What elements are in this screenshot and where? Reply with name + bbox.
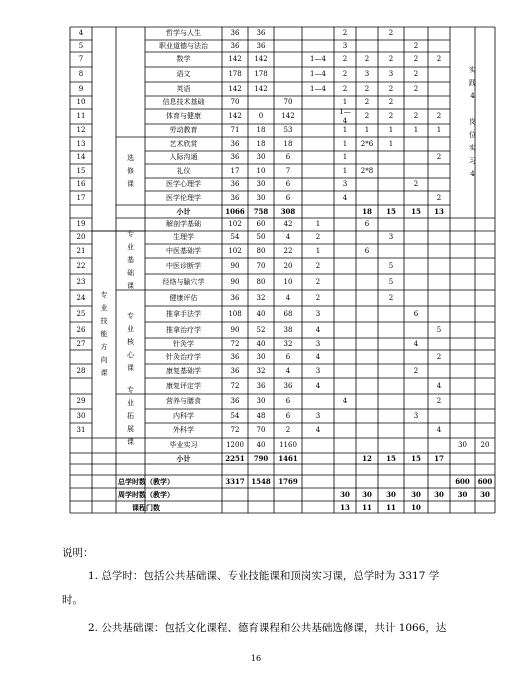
- table-cell-no: 11: [76, 112, 86, 120]
- table-cell-s2: 1— 4: [339, 107, 351, 125]
- table-cell-c1: 17: [230, 166, 240, 175]
- table-cell-no: 9: [78, 84, 84, 93]
- summary-c1: 3317: [225, 477, 245, 486]
- note-item-1-line-1: 1. 总学时：包括公共基础课、专业技能课和顶岗实习课，总学时为 3317 学: [88, 570, 440, 582]
- table-cell-s3: 2: [364, 112, 370, 120]
- table-cell-c1: 70: [230, 98, 240, 106]
- table-cell-no: 21: [76, 246, 86, 255]
- table-cell-name: 人际沟通: [169, 153, 198, 161]
- table-cell-s4: 3: [388, 233, 394, 241]
- table-cell-no: 12: [76, 126, 86, 134]
- table-cell-s6: 2: [436, 352, 442, 361]
- table-cell-c2: 30: [256, 193, 266, 202]
- table-cell-c3: 20: [283, 261, 293, 270]
- table-cell-s4: 5: [388, 277, 394, 286]
- table-cell-c1: 142: [228, 55, 242, 63]
- table-cell-name: 中医诊断学: [166, 261, 201, 270]
- table-cell-s6: 1: [436, 126, 442, 134]
- table-cell-s4: 3: [388, 70, 394, 78]
- summary-c2: 1548: [251, 477, 271, 486]
- summary-label: 周学时数（教学）: [118, 490, 174, 499]
- table-cell-c1: 36: [230, 397, 240, 405]
- table-cell-s2: 3: [342, 180, 348, 188]
- table-cell-c3: 1461: [278, 454, 298, 463]
- table-cell-name: 健康评估: [169, 293, 198, 302]
- table-cell-name: 营养与膳食: [166, 397, 201, 405]
- table-cell-s6: 13: [434, 207, 444, 216]
- category-practice: 实 践 4 岗 位 实 习 4: [469, 66, 476, 178]
- table-cell-name: 体育与健康: [166, 112, 201, 120]
- table-cell-no: 28: [76, 366, 86, 375]
- summary-week-7: 30: [480, 490, 490, 499]
- table-cell-c2: 790: [253, 454, 269, 463]
- table-cell-name: 毕业实习: [169, 441, 198, 449]
- table-cell-s3: 2: [364, 98, 370, 106]
- table-cell-name: 语文: [176, 70, 191, 78]
- table-cell-c2: 142: [254, 84, 268, 93]
- summary-week-4: 30: [411, 490, 421, 499]
- summary-label: 总学时数（教学）: [118, 477, 174, 486]
- category-core: 专 业 核 心 课: [127, 311, 134, 372]
- note-item-1-line-2: 时。: [62, 594, 83, 606]
- table-cell-c2: 70: [256, 261, 266, 270]
- table-cell-c1: 1066: [225, 207, 245, 216]
- table-cell-c3: 7: [285, 166, 291, 175]
- summary-week-3: 30: [386, 490, 396, 499]
- table-cell-s3: 6: [364, 246, 370, 255]
- table-cell-c3: 6: [285, 411, 291, 420]
- table-cell-no: 13: [76, 139, 86, 148]
- table-cell-c3: 53: [283, 126, 293, 134]
- table-cell-no: 17: [76, 193, 86, 202]
- table-cell-s1: 4: [315, 352, 321, 361]
- table-cell-name: 劳动教育: [169, 126, 198, 134]
- table-cell-c2: 18: [256, 126, 266, 134]
- table-cell-s4: 2: [388, 293, 394, 302]
- notes-heading: 说明：: [62, 547, 94, 559]
- table-cell-c3: 6: [285, 153, 291, 161]
- table-cell-c1: 54: [230, 411, 240, 420]
- table-cell-s2: 1: [342, 153, 348, 161]
- table-cell-s5: 15: [411, 207, 421, 216]
- table-cell-c2: 40: [256, 339, 266, 348]
- table-cell-name: 推拿治疗学: [166, 325, 201, 334]
- table-cell-s4: 2: [388, 55, 394, 63]
- table-cell-s2: 1: [342, 126, 348, 134]
- table-cell-c2: 30: [256, 397, 266, 405]
- table-cell-no: 25: [76, 309, 86, 318]
- table-cell-c2: 758: [253, 207, 269, 216]
- table-cell-s6: 2: [436, 153, 442, 161]
- table-cell-no: 30: [76, 411, 86, 420]
- table-cell-s1: 2: [315, 233, 321, 241]
- table-cell-s3: 2*8: [360, 166, 374, 175]
- table-cell-s5: 1: [413, 126, 419, 134]
- table-cell-c3: 4: [285, 293, 291, 302]
- table-cell-c1: 72: [230, 339, 240, 348]
- table-cell-name: 经络与腧穴学: [162, 277, 205, 286]
- table-cell-s1: 2: [315, 277, 321, 286]
- table-cell-s5: 2: [413, 366, 419, 375]
- table-cell-s4: 15: [386, 454, 396, 463]
- table-cell-c1: 142: [228, 112, 242, 120]
- table-cell-c3: 70: [283, 98, 293, 106]
- table-cell-c3: 10: [283, 277, 293, 286]
- table-cell-s2: 1: [342, 166, 348, 175]
- category-extend: 专 业 拓 展 课: [127, 385, 134, 446]
- table-cell-c2: 60: [256, 220, 266, 228]
- table-cell-s5: 15: [411, 454, 421, 463]
- table-cell-s5: 2: [413, 41, 419, 50]
- table-cell-name: 小计: [176, 207, 191, 216]
- table-cell-no: 15: [76, 166, 86, 175]
- table-cell-s4: 2: [388, 98, 394, 106]
- table-cell-s1: 4: [315, 381, 321, 390]
- table-cell-c2: 52: [256, 325, 266, 334]
- table-cell-s5: 6: [413, 309, 419, 318]
- table-cell-c3: 142: [281, 112, 295, 120]
- table-cell-name: 信息技术基础: [162, 98, 205, 106]
- table-cell-c1: 102: [228, 246, 242, 255]
- table-cell-c2: 30: [256, 153, 266, 161]
- table-cell-c3: 4: [285, 366, 291, 375]
- table-cell-s5: 4: [413, 339, 419, 348]
- table-cell-s1: 1: [315, 220, 321, 228]
- table-cell-s1: 4: [315, 426, 321, 434]
- table-cell-s2: 4: [342, 193, 348, 202]
- table-cell-c3: 38: [283, 325, 293, 334]
- table-cell-s7: 30: [458, 441, 467, 449]
- table-cell-name: 康复基础学: [166, 366, 201, 375]
- table-cell-s6: 17: [434, 454, 444, 463]
- table-cell-c1: 36: [230, 366, 240, 375]
- table-cell-c1: 36: [230, 293, 240, 302]
- table-cell-no: 20: [76, 233, 86, 241]
- table-cell-name: 内科学: [173, 411, 194, 420]
- table-cell-c1: 54: [230, 233, 240, 241]
- table-cell-no: 24: [76, 293, 86, 302]
- table-cell-s2: 2: [342, 55, 348, 63]
- table-cell-s1: 1—4: [310, 55, 326, 63]
- table-cell-s3: 1: [364, 126, 370, 134]
- table-cell-name: 艺术欣赏: [169, 139, 198, 148]
- table-cell-c1: 108: [228, 309, 242, 318]
- table-cell-no: 7: [78, 55, 84, 63]
- table-cell-c1: 36: [230, 139, 240, 148]
- table-cell-c2: 48: [256, 411, 266, 420]
- table-cell-s1: 3: [315, 411, 321, 420]
- table-cell-c3: 22: [283, 246, 293, 255]
- note-item-2: 2. 公共基础课：包括文化课程、德育课程和公共基础选修课，共计 1066，达: [88, 622, 447, 634]
- table-cell-no: 10: [76, 98, 86, 106]
- table-cell-s4: 1: [388, 139, 394, 148]
- table-cell-s6: 2: [436, 55, 442, 63]
- table-cell-c3: 42: [283, 220, 293, 228]
- table-cell-c3: 2: [285, 426, 291, 434]
- summary-week-3: 11: [386, 502, 396, 512]
- table-cell-c2: 40: [256, 441, 266, 449]
- table-cell-s4: 5: [388, 261, 394, 270]
- table-cell-c1: 142: [228, 84, 242, 93]
- table-cell-s4: 15: [386, 207, 396, 216]
- table-cell-no: 22: [76, 261, 86, 270]
- table-cell-c3: 36: [283, 381, 293, 390]
- table-cell-c1: 90: [230, 261, 240, 270]
- table-cell-s1: 1—4: [310, 70, 326, 78]
- table-cell-c1: 36: [230, 29, 240, 37]
- table-cell-c1: 36: [230, 352, 240, 361]
- table-cell-s1: 3: [315, 366, 321, 375]
- table-cell-c1: 178: [228, 70, 242, 78]
- summary-week-2: 30: [362, 490, 372, 499]
- table-cell-c2: 142: [254, 55, 268, 63]
- table-cell-s1: 1—4: [310, 84, 326, 93]
- table-cell-c3: 6: [285, 397, 291, 405]
- table-cell-s2: 2: [342, 70, 348, 78]
- table-cell-s5: 2: [413, 112, 419, 120]
- table-cell-c1: 102: [228, 220, 242, 228]
- summary-week-5: 30: [434, 490, 444, 499]
- table-cell-s6: 2: [436, 112, 442, 120]
- table-cell-c1: 72: [230, 381, 240, 390]
- table-cell-name: 礼仪: [176, 166, 191, 175]
- table-cell-c2: 32: [256, 293, 266, 302]
- table-cell-no: 4: [78, 29, 84, 37]
- table-cell-c3: 6: [285, 352, 291, 361]
- table-cell-no: 16: [76, 180, 86, 188]
- category-skills: 专 业 技 能 方 向 课: [100, 291, 108, 377]
- table-cell-c3: 68: [283, 309, 293, 318]
- table-cell-s2: 3: [342, 41, 348, 50]
- category-basic: 专 业 基 础 课: [127, 230, 134, 290]
- summary-week-2: 11: [362, 502, 372, 512]
- page-number: 16: [250, 654, 262, 663]
- table-cell-s1: 1: [315, 246, 321, 255]
- table-cell-s1: 3: [315, 339, 321, 348]
- table-cell-no: 26: [76, 325, 86, 334]
- table-cell-c3: 1160: [279, 441, 297, 449]
- table-cell-name: 医学伦理学: [166, 193, 201, 202]
- table-cell-s6: 2: [436, 193, 442, 202]
- table-cell-name: 中医基础学: [166, 246, 201, 255]
- table-cell-c1: 36: [230, 180, 240, 188]
- table-cell-name: 生理学: [173, 233, 194, 241]
- table-cell-name: 医学心理学: [166, 180, 201, 188]
- table-cell-c2: 80: [256, 246, 266, 255]
- table-cell-c2: 36: [256, 381, 266, 390]
- table-cell-s6: 5: [436, 325, 442, 334]
- table-cell-s2: 2: [342, 29, 348, 37]
- table-cell-c1: 36: [230, 153, 240, 161]
- summary-week-1: 30: [340, 490, 350, 499]
- table-cell-s8: 20: [480, 441, 490, 449]
- table-cell-c2: 36: [256, 29, 266, 37]
- table-cell-s2: 4: [342, 397, 348, 405]
- table-cell-s3: 3: [364, 70, 370, 78]
- table-cell-c1: 1200: [226, 441, 244, 449]
- table-cell-c3: 32: [283, 339, 293, 348]
- table-cell-s1: 4: [315, 325, 321, 334]
- table-cell-c2: 30: [256, 180, 266, 188]
- table-cell-name: 解剖学基础: [166, 220, 201, 228]
- table-cell-name: 哲学与人生: [166, 29, 201, 37]
- table-cell-c2: 18: [256, 139, 266, 148]
- table-cell-s6: 4: [436, 381, 442, 390]
- table-cell-s3: 2: [364, 84, 370, 93]
- summary-c3: 1769: [278, 477, 298, 486]
- table-cell-s4: 1: [388, 126, 394, 134]
- table-cell-s3: 2: [364, 55, 370, 63]
- table-cell-s2: 2: [342, 84, 348, 93]
- table-cell-c2: 50: [256, 233, 266, 241]
- table-cell-s3: 18: [362, 207, 372, 216]
- table-cell-name: 外科学: [173, 426, 194, 434]
- table-cell-s3: 2*6: [360, 139, 374, 148]
- table-cell-c1: 72: [230, 426, 240, 434]
- table-cell-c1: 2251: [225, 454, 245, 463]
- table-cell-c2: 80: [256, 277, 266, 286]
- summary-week-1: 13: [340, 502, 350, 512]
- table-cell-c2: 0: [258, 112, 264, 120]
- table-cell-c2: 70: [256, 426, 266, 434]
- table-cell-name: 职业道德与法治: [159, 41, 208, 50]
- table-cell-s5: 2: [413, 84, 419, 93]
- table-cell-s4: 2: [388, 84, 394, 93]
- table-cell-s1: 3: [315, 309, 321, 318]
- table-cell-c1: 90: [230, 277, 240, 286]
- table-cell-s5: 2: [413, 55, 419, 63]
- table-cell-s6: 4: [436, 426, 442, 434]
- table-cell-name: 英语: [176, 84, 191, 93]
- table-cell-c1: 36: [230, 193, 240, 202]
- summary-week-6: 600: [455, 477, 470, 486]
- table-cell-name: 针灸治疗学: [166, 352, 201, 361]
- category-elective: 选 修 课: [127, 153, 134, 188]
- table-cell-c1: 90: [230, 325, 240, 334]
- table-cell-c2: 32: [256, 366, 266, 375]
- table-cell-no: 14: [76, 153, 86, 161]
- table-cell-s2: 1: [342, 139, 348, 148]
- table-cell-name: 数学: [176, 55, 191, 63]
- table-cell-s2: 1: [342, 98, 348, 106]
- table-cell-c3: 4: [285, 233, 291, 241]
- table-cell-c1: 71: [230, 126, 240, 134]
- table-cell-c3: 6: [285, 180, 291, 188]
- table-cell-no: 5: [78, 41, 84, 50]
- table-cell-s6: 2: [436, 397, 442, 405]
- table-cell-no: 29: [76, 397, 86, 405]
- table-cell-c2: 10: [256, 166, 266, 175]
- table-cell-no: 27: [76, 339, 86, 348]
- table-cell-c2: 36: [256, 41, 266, 50]
- table-cell-s5: 3: [413, 411, 419, 420]
- table-cell-c1: 36: [230, 41, 240, 50]
- table-cell-c3: 308: [280, 207, 296, 216]
- table-cell-s3: 12: [362, 454, 372, 463]
- table-cell-name: 推拿手法学: [166, 309, 201, 318]
- table-cell-s1: 2: [315, 261, 321, 270]
- table-cell-no: 8: [78, 70, 84, 78]
- table-cell-c3: 6: [285, 193, 291, 202]
- summary-week-6: 30: [457, 490, 468, 499]
- table-cell-s3: 6: [364, 220, 370, 228]
- summary-week-4: 10: [411, 502, 421, 512]
- table-cell-s4: 2: [388, 29, 394, 37]
- summary-week-7: 600: [477, 477, 493, 486]
- table-cell-c2: 178: [254, 70, 268, 78]
- table-cell-name: 针灸学: [173, 339, 194, 348]
- table-cell-no: 31: [76, 426, 86, 434]
- table-cell-c3: 18: [283, 139, 293, 148]
- table-cell-s4: 2: [388, 112, 394, 120]
- table-cell-no: 23: [76, 277, 86, 286]
- summary-label: 课程门数: [132, 502, 160, 512]
- table-cell-name: 小计: [176, 454, 191, 463]
- table-cell-s5: 2: [413, 70, 419, 78]
- table-cell-s1: 2: [315, 293, 321, 302]
- table-cell-c2: 30: [256, 352, 266, 361]
- table-cell-no: 19: [76, 220, 86, 228]
- table-cell-s5: 2: [413, 180, 419, 188]
- table-cell-c2: 40: [256, 309, 266, 318]
- table-cell-name: 康复评定学: [166, 381, 201, 390]
